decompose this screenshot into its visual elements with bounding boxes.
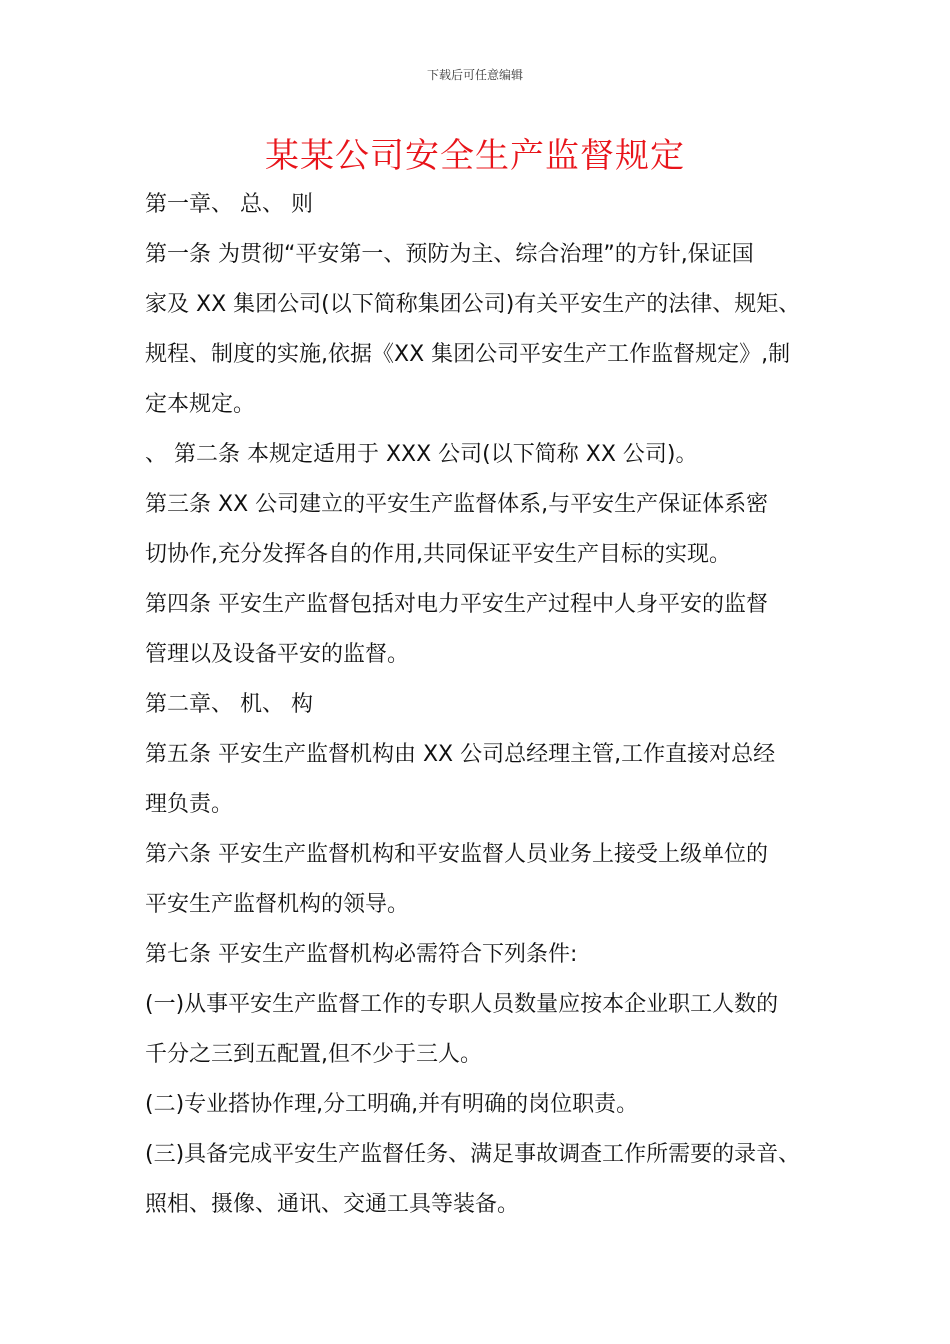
body-line: 、 第二条 本规定适用于 XXX 公司(以下简称 XX 公司)。 bbox=[145, 442, 698, 467]
body-line: (三)具备完成平安生产监督任务、满足事故调查工作所需要的录音、 bbox=[145, 1142, 801, 1167]
download-note: 下载后可任意编辑 bbox=[426, 68, 523, 82]
body-line: 第一条 为贯彻“平安第一、预防为主、综合治理”的方针,保证国 bbox=[145, 242, 754, 267]
body-line: (二)专业搭协作理,分工明确,并有明确的岗位职责。 bbox=[145, 1092, 639, 1117]
body-line: 第四条 平安生产监督包括对电力平安生产过程中人身平安的监督 bbox=[145, 592, 768, 617]
chapter-1-heading: 第一章、 总、 则 bbox=[145, 192, 313, 217]
body-line: 第五条 平安生产监督机构由 XX 公司总经理主管,工作直接对总经 bbox=[145, 742, 776, 767]
body-line: 定本规定。 bbox=[145, 392, 256, 417]
body-line: 平安生产监督机构的领导。 bbox=[145, 892, 410, 917]
body-line: 照相、摄像、通讯、交通工具等装备。 bbox=[145, 1192, 520, 1217]
document-body bbox=[145, 180, 835, 1230]
body-line: 规程、制度的实施,依据《XX 集团公司平安生产工作监督规定》,制 bbox=[145, 342, 791, 367]
body-line: 千分之三到五配置,但不少于三人。 bbox=[145, 1042, 482, 1067]
body-line: 切协作,充分发挥各自的作用,共同保证平安生产目标的实现。 bbox=[145, 542, 731, 567]
body-line: (一)从事平安生产监督工作的专职人员数量应按本企业职工人数的 bbox=[145, 992, 779, 1017]
chapter-2-heading: 第二章、 机、 构 bbox=[145, 692, 313, 717]
body-line: 家及 XX 集团公司(以下简称集团公司)有关平安生产的法律、规矩、 bbox=[145, 292, 801, 317]
body-line: 第三条 XX 公司建立的平安生产监督体系,与平安生产保证体系密 bbox=[145, 492, 769, 517]
body-line: 第七条 平安生产监督机构必需符合下列条件: bbox=[145, 942, 578, 967]
document-title: 某某公司安全生产监督规定 bbox=[265, 136, 685, 176]
body-line: 管理以及设备平安的监督。 bbox=[145, 642, 410, 667]
body-line: 理负责。 bbox=[145, 792, 234, 817]
body-line: 第六条 平安生产监督机构和平安监督人员业务上接受上级单位的 bbox=[145, 842, 768, 867]
